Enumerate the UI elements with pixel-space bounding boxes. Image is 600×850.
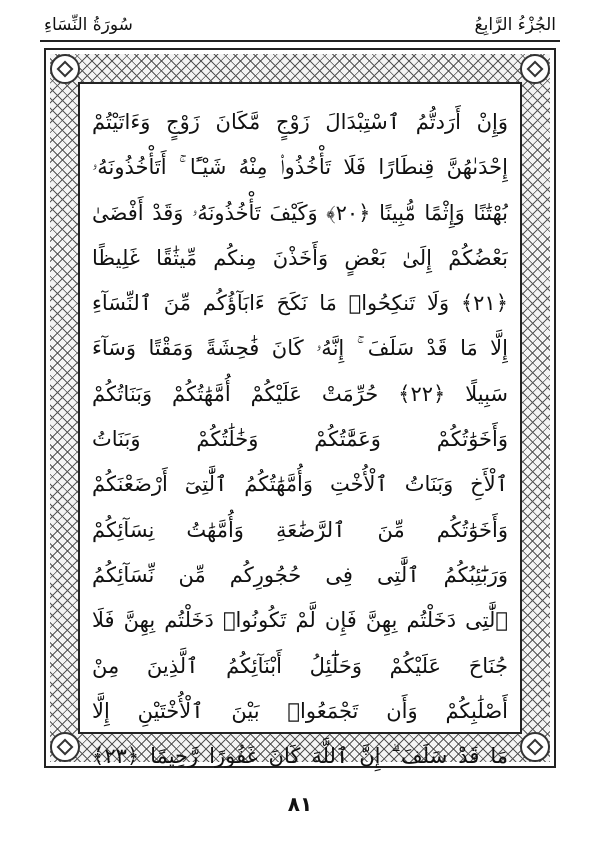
corner-ornament-icon <box>520 732 550 762</box>
verse-line: بُهْتَٰنًا وَإِثْمًا مُّبِينًا ﴿٢٠﴾ وَكَيْفَ تَأْخُذُونَهُۥ وَقَدْ أَفْضَىٰ <box>92 200 508 225</box>
verse-line: ٱلْأَخِ وَبَنَاتُ ٱلْأُخْتِ وَأُمَّهَٰتُكُمُ ٱلَّٰتِىٓ أَرْضَعْنَكُمْ <box>92 472 508 497</box>
verse-line: بَعْضُكُمْ إِلَىٰ بَعْضٍ وَأَخَذْنَ مِنكُم مِّيثَٰقًا غَلِيظًا <box>92 245 508 270</box>
juz-name: الجُزْءُ الرَّابِعُ <box>474 15 556 35</box>
verse-line: ٱلَّٰتِى دَخَلْتُم بِهِنَّ فَإِن لَّمْ تَكُونُوا۟ دَخَلْتُم بِهِنَّ فَلَا <box>92 608 508 633</box>
corner-ornament-icon <box>520 54 550 84</box>
verse-line: وَإِنْ أَرَدتُّمُ ٱسْتِبْدَالَ زَوْجٍ مَّكَانَ زَوْجٍ وَءَاتَيْتُمْ <box>92 110 508 134</box>
verse-line: أَصْلَٰبِكُمْ وَأَن تَجْمَعُوا۟ بَيْنَ ٱلْأُخْتَيْنِ إِلَّا <box>92 698 508 723</box>
header-divider <box>40 40 560 42</box>
verse-line: إِلَّا مَا قَدْ سَلَفَ ۚ إِنَّهُۥ كَانَ فَٰحِشَةً وَمَقْتًا وَسَآءَ <box>92 336 508 361</box>
verse-text-block <box>92 100 508 779</box>
corner-ornament-icon <box>50 732 80 762</box>
verse-line: وَرَبَٰٓئِبُكُمُ ٱلَّٰتِى فِى حُجُورِكُم مِّن نِّسَآئِكُمُ <box>92 562 508 587</box>
verse-line: سَبِيلًا ﴿٢٢﴾ حُرِّمَتْ عَلَيْكُمْ أُمَّهَٰتُكُمْ وَبَنَاتُكُمْ <box>92 381 508 406</box>
verse-line: جُنَاحَ عَلَيْكُمْ وَحَلَٰٓئِلُ أَبْنَآئِكُمُ ٱلَّذِينَ مِنْ <box>92 653 508 678</box>
verse-line: إِحْدَىٰهُنَّ قِنطَارًا فَلَا تَأْخُذُوا۟ مِنْهُ شَيْـًٔا ۚ أَتَأْخُذُونَهُۥ <box>92 155 508 180</box>
surah-name: سُورَةُ النِّسَاءِ <box>44 15 133 35</box>
verse-line: مَا قَدْ سَلَفَ ۗ إِنَّ ٱللَّهَ كَانَ غَفُورًا رَّحِيمًا ﴿٢٣﴾ <box>92 744 508 769</box>
corner-ornament-icon <box>50 54 80 84</box>
page-number: ٨١ <box>287 792 313 816</box>
verse-line: وَأَخَوَٰتُكُمْ وَعَمَّٰتُكُمْ وَخَٰلَٰتُكُمْ وَبَنَاتُ <box>92 427 508 452</box>
verse-line: وَأَخَوَٰتُكُم مِّنَ ٱلرَّضَٰعَةِ وَأُمَّهَٰتُ نِسَآئِكُمْ <box>92 517 508 542</box>
verse-line: ﴿٢١﴾ وَلَا تَنكِحُوا۟ مَا نَكَحَ ءَابَآؤُكُم مِّنَ ٱلنِّسَآءِ <box>92 291 508 316</box>
